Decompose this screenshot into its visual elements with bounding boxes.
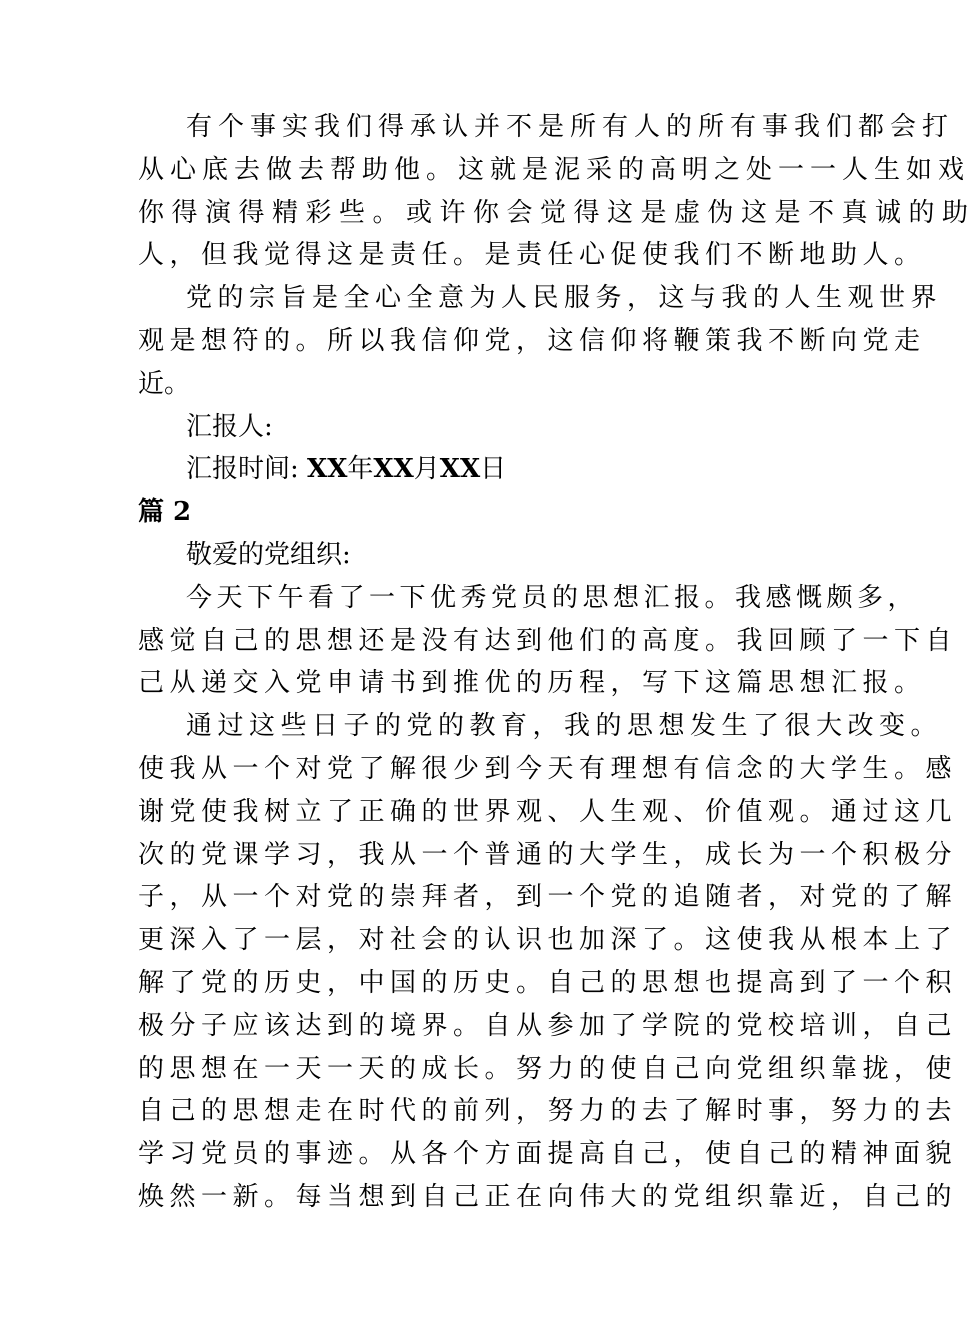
report-month-unit: 月: [413, 454, 440, 485]
paragraph-line: 的思想在一天一天的成长。努力的使自己向党组织靠拢，使: [138, 1053, 958, 1084]
paragraph-line: 焕然一新。每当想到自己正在向伟大的党组织靠近，自己的: [138, 1181, 958, 1212]
paragraph-line: 己从递交入党申请书到推优的历程，写下这篇思想汇报。: [138, 668, 926, 699]
salutation: 敬爱的党组织:: [186, 539, 351, 570]
paragraph-line: 观是想符的。所以我信仰党，这信仰将鞭策我不断向党走: [138, 325, 926, 356]
paragraph-line: 近。: [138, 368, 191, 399]
paragraph-line: 更深入了一层，对社会的认识也加深了。这使我从根本上了: [138, 925, 958, 956]
report-day-unit: 日: [480, 454, 507, 485]
document-body: [138, 106, 976, 1219]
paragraph-line: 有个事实我们得承认并不是所有人的所有事我们都会打: [186, 112, 955, 142]
paragraph-line: 党的宗旨是全心全意为人民服务，这与我的人生观世界: [186, 283, 943, 314]
report-time: [138, 448, 820, 491]
report-time-label: 汇报时间:: [186, 454, 299, 485]
paragraph-line: 学习党员的事迹。从各个方面提高自己，使自己的精神面貌: [138, 1139, 958, 1170]
paragraph-line: 使我从一个对党了解很少到今天有理想有信念的大学生。感: [138, 753, 958, 784]
section-heading: 篇 2: [138, 497, 192, 528]
paragraph-line: 自己的思想走在时代的前列，努力的去了解时事，努力的去: [138, 1096, 958, 1127]
paragraph-line: 通过这些日子的党的教育，我的思想发生了很大改变。: [186, 711, 943, 742]
report-year-unit: 年: [347, 454, 374, 485]
paragraph-line: 极分子应该达到的境界。自从参加了学院的党校培训，自己: [138, 1010, 958, 1041]
paragraph-line: 谢党使我树立了正确的世界观、人生观、价值观。通过这几: [138, 796, 958, 827]
paragraph-line: 人，但我觉得这是责任。是责任心促使我们不断地助人。: [138, 240, 926, 271]
reporter-label: 汇报人:: [186, 411, 273, 442]
report-month-placeholder: XX: [373, 454, 414, 485]
paragraph-line: 子，从一个对党的崇拜者，到一个党的追随者，对党的了解: [138, 882, 958, 913]
report-year-placeholder: XX: [307, 454, 348, 485]
report-day-placeholder: XX: [439, 454, 481, 485]
paragraph-line: 今天下午看了一下优秀党员的思想汇报。我感慨颇多，: [186, 582, 919, 613]
paragraph-line: 感觉自己的思想还是没有达到他们的高度。我回顾了一下自: [138, 625, 958, 656]
paragraph-line: 次的党课学习，我从一个普通的大学生，成长为一个积极分: [138, 839, 958, 870]
paragraph-line: 解了党的历史，中国的历史。自己的思想也提高到了一个积: [138, 967, 958, 998]
paragraph-line: 你得演得精彩些。或许你会觉得这是虚伪这是不真诚的助: [138, 197, 976, 228]
paragraph-line: 从心底去做去帮助他。这就是泥采的高明之处一一人生如戏: [138, 154, 971, 185]
